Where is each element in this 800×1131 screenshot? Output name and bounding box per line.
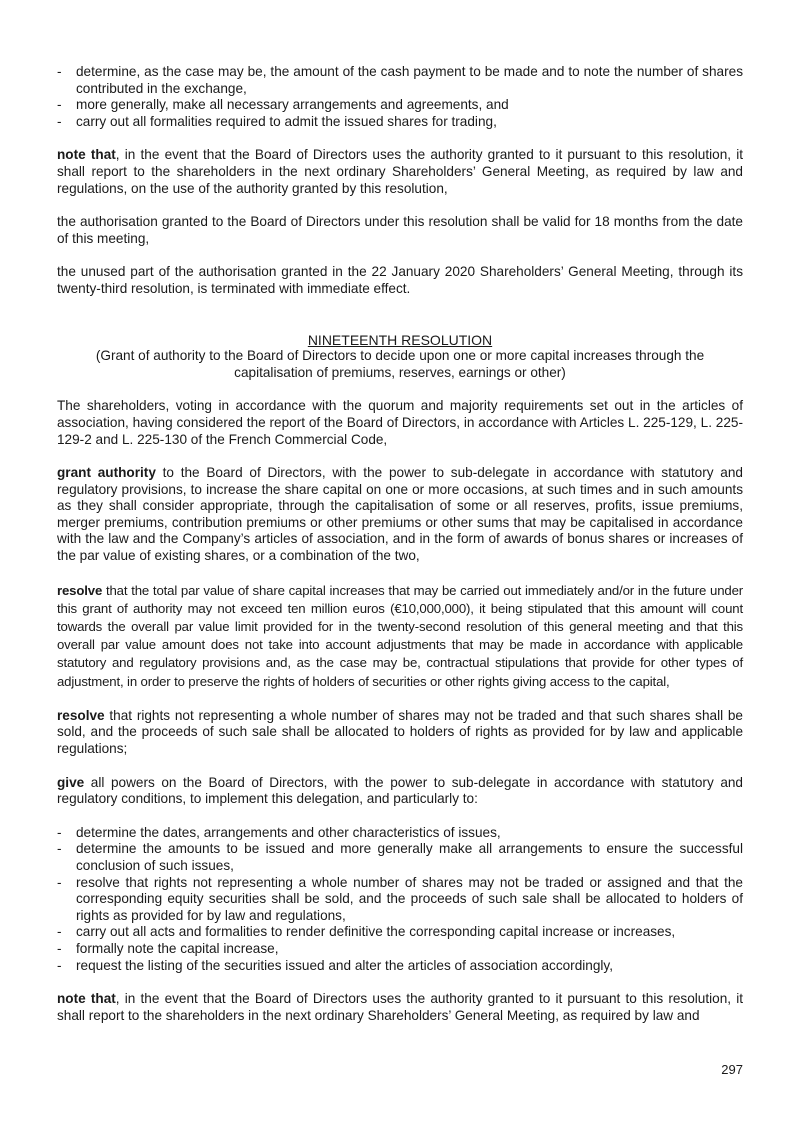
document-page (57, 64, 743, 1024)
resolve-text: that the total par value of share capital increases that may be carried out immediately and/or in the future under this grant of authority may not exceed ten million euros (€10,000,000), it being stipulated that this amount will count towards the overall par value limit provided for in the twenty-second resolution of this general meeting and that this overall par value amount does not take into account adjustments that may be made in accordance with applicable statutory and regulatory provisions and, as the case may be, contractual stipulations that provide for other types of adjustment, in order to preserve the rights of holders of securities or other rights giving access to the capital, (57, 582, 743, 689)
grant-authority-keyword: grant authority (57, 465, 156, 481)
note-that-paragraph-2 (57, 991, 743, 1024)
resolution-title: NINETEENTH RESOLUTION (307, 331, 493, 348)
resolution-subtitle: (Grant of authority to the Board of Directors to decide upon one or more capital increases through the capitalisation of premiums, reserves, earnings or other) (95, 348, 705, 380)
list-item: - carry out all acts and formalities to render definitive the corresponding capital increase or increases, (57, 924, 743, 941)
give-powers-paragraph (57, 775, 743, 808)
list-item: - more generally, make all necessary arrangements and agreements, and (57, 97, 743, 114)
note-that-keyword: note that (57, 991, 116, 1007)
resolve-keyword: resolve (57, 582, 103, 598)
resolve-keyword: resolve (57, 707, 105, 723)
validity-paragraph: the authorisation granted to the Board of Directors under this resolution shall be valid for 18 months from the date of this meeting, (57, 214, 743, 246)
page-number: 297 (721, 1062, 743, 1077)
top-bullet-list (57, 64, 743, 130)
list-item: - determine the dates, arrangements and other characteristics of issues, (57, 825, 743, 842)
resolve-paragraph-1 (57, 582, 743, 691)
resolve-paragraph-2 (57, 708, 743, 758)
note-that-text: , in the event that the Board of Directors uses the authority granted to it pursuant to this resolution, it shall report to the shareholders in the next ordinary Shareholders’ General Meeting, as required by law and regulations, on the use of the authority granted by this resolution, (57, 147, 744, 196)
list-item: - determine the amounts to be issued and more generally make all arrangements to ensure the successful conclusion of such issues, (57, 841, 743, 874)
grant-authority-paragraph (57, 465, 743, 565)
note-that-text: , in the event that the Board of Directors uses the authority granted to it pursuant to this resolution, it shall report to the shareholders in the next ordinary Shareholders’ General Meeting, as required by law and (57, 991, 744, 1023)
list-item: - request the listing of the securities issued and alter the articles of association accordingly, (57, 958, 743, 975)
give-keyword: give (57, 774, 85, 790)
list-item: - carry out all formalities required to admit the issued shares for trading, (57, 114, 743, 131)
powers-bullet-list (57, 825, 743, 974)
intro-paragraph: The shareholders, voting in accordance with the quorum and majority requirements set out in the articles of association, having considered the report of the Board of Directors, in accordance with Articles L. 225-129, L. 225-129-2 and L. 225-130 of the French Commercial Code, (57, 398, 743, 447)
give-text: all powers on the Board of Directors, with the power to sub-delegate in accordance with statutory and regulatory conditions, to implement this delegation, and particularly to: (57, 774, 743, 807)
list-item: - determine, as the case may be, the amount of the cash payment to be made and to note the number of shares contributed in the exchange, (57, 64, 743, 97)
list-item: - resolve that rights not representing a whole number of shares may not be traded or assigned and that the corresponding equity securities shall be sold, and the proceeds of such sale shall be allocated to holders of rights as provided for by law and regulations, (57, 875, 743, 925)
grant-authority-text: to the Board of Directors, with the power to sub-delegate in accordance with statutory and regulatory provisions, to increase the share capital on one or more occasions, at such times and in such amounts as they shall consider appropriate, through the capitalisation of some or all reserves, profits, issue premiums, merger premiums, contribution premiums or other premiums or other sums that may be capitalised in accordance with the law and the Company’s articles of association, and in the form of awards of bonus shares or increases of the par value of existing shares, or a combination of the two, (57, 465, 743, 564)
list-item: - formally note the capital increase, (57, 941, 743, 958)
note-that-keyword: note that (57, 147, 116, 163)
resolve-text: that rights not representing a whole number of shares may not be traded and that such shares shall be sold, and the proceeds of such sale shall be allocated to holders of rights as provided for by law and applicable regulations; (57, 707, 743, 757)
note-that-paragraph-1 (57, 147, 743, 197)
unused-authorisation-paragraph: the unused part of the authorisation granted in the 22 January 2020 Shareholders’ General Meeting, through its twenty-third resolution, is terminated with immediate effect. (57, 264, 743, 296)
